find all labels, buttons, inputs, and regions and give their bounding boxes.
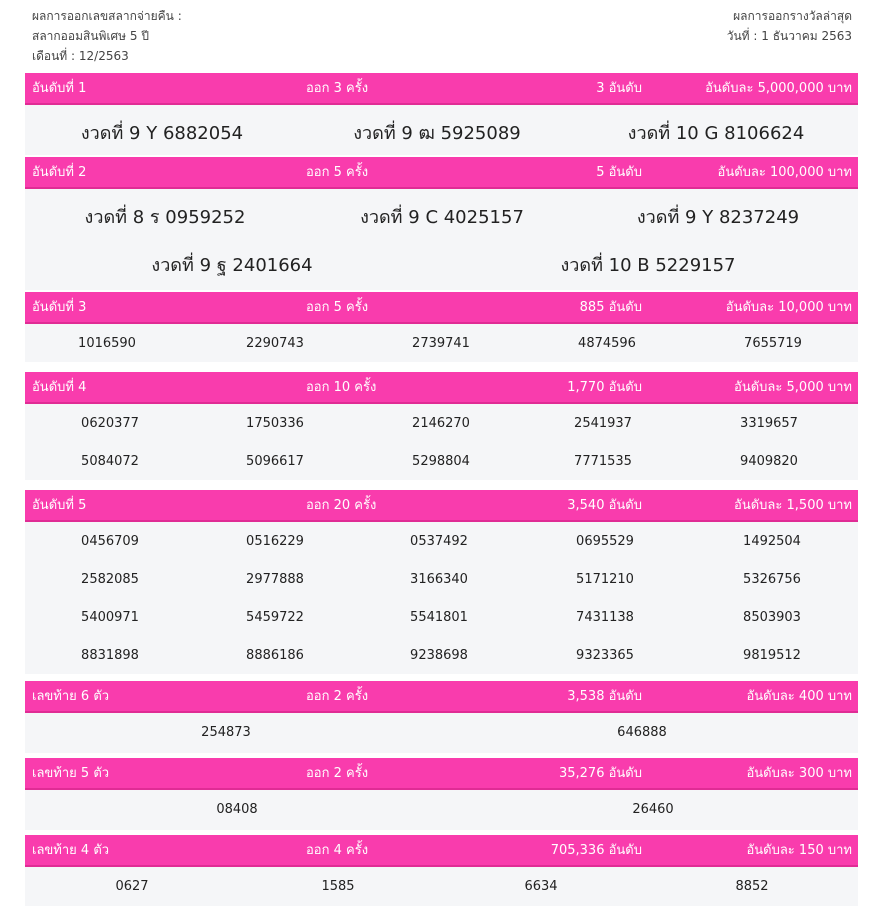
prize-section-3 <box>25 292 858 362</box>
prize-number: งวดที่ 9 Y 8237249 <box>636 207 800 228</box>
prize-count: 3,538 อันดับ <box>567 689 642 704</box>
prize-header <box>25 681 858 713</box>
prize-number: 5084072 <box>81 454 139 469</box>
prize-amount: อันดับละ 5,000,000 บาท <box>705 81 852 96</box>
prize-number: 1750336 <box>246 416 304 431</box>
prize-amount: อันดับละ 400 บาท <box>746 689 852 704</box>
prize-number: 2146270 <box>412 416 470 431</box>
prize-number: 5171210 <box>576 572 634 587</box>
prize-amount: อันดับละ 5,000 บาท <box>734 380 852 395</box>
prize-amount: อันดับละ 10,000 บาท <box>725 300 852 315</box>
lottery-name: สลากออมสินพิเศษ 5 ปี <box>32 29 149 43</box>
prize-header <box>25 490 858 522</box>
prize-name: อันดับที่ 5 <box>32 498 87 513</box>
prize-number: 9323365 <box>576 648 634 663</box>
prize-number: 5400971 <box>81 610 139 625</box>
prize-number: 5096617 <box>246 454 304 469</box>
draw-info <box>32 6 182 66</box>
prize-number: 8503903 <box>743 610 801 625</box>
prize-number: 0516229 <box>246 534 304 549</box>
prize-numbers <box>25 867 858 906</box>
prize-number: งวดที่ 8 ร 0959252 <box>84 207 246 228</box>
prize-number: 9819512 <box>743 648 801 663</box>
prize-section-5 <box>25 490 858 674</box>
page-header <box>0 0 886 72</box>
prize-number: งวดที่ 9 ฒ 5925089 <box>353 123 521 144</box>
prize-number: 2739741 <box>412 336 470 351</box>
latest-result-title: ผลการออกรางวัลล่าสุด <box>733 9 852 23</box>
prize-name: อันดับที่ 4 <box>32 380 87 395</box>
prize-draws: ออก 5 ครั้ง <box>306 300 369 315</box>
prize-name: อันดับที่ 2 <box>32 165 87 180</box>
prize-number: 7431138 <box>576 610 634 625</box>
prize-draws: ออก 20 ครั้ง <box>306 498 377 513</box>
prize-number: 2541937 <box>574 416 632 431</box>
prize-section-2 <box>25 157 858 290</box>
prize-name: อันดับที่ 1 <box>32 81 87 96</box>
prize-number: 5459722 <box>246 610 304 625</box>
prize-number: 7771535 <box>574 454 632 469</box>
prize-number: 0537492 <box>410 534 468 549</box>
prize-numbers <box>25 522 858 674</box>
prize-amount: อันดับละ 1,500 บาท <box>734 498 852 513</box>
prize-number: 6634 <box>524 879 558 894</box>
prize-count: 705,336 อันดับ <box>550 843 642 858</box>
prize-number: งวดที่ 9 Y 6882054 <box>80 123 244 144</box>
prize-draws: ออก 4 ครั้ง <box>306 843 369 858</box>
prize-number: 1492504 <box>743 534 801 549</box>
prize-numbers <box>25 189 858 290</box>
prize-count: 1,770 อันดับ <box>567 380 642 395</box>
prize-amount: อันดับละ 150 บาท <box>746 843 852 858</box>
prize-section-4 <box>25 372 858 480</box>
prize-section-last6 <box>25 681 858 753</box>
prize-name: เลขท้าย 4 ตัว <box>32 843 110 858</box>
prize-amount: อันดับละ 300 บาท <box>746 766 852 781</box>
prize-numbers <box>25 404 858 480</box>
prize-header <box>25 73 858 105</box>
prize-header <box>25 835 858 867</box>
prize-header <box>25 292 858 324</box>
prize-number: 0695529 <box>576 534 634 549</box>
prize-number: งวดที่ 9 ฐ 2401664 <box>151 255 313 276</box>
prize-number: 3319657 <box>740 416 798 431</box>
prize-name: เลขท้าย 6 ตัว <box>32 689 110 704</box>
prize-name: เลขท้าย 5 ตัว <box>32 766 110 781</box>
prize-number: 7655719 <box>744 336 802 351</box>
prize-draws: ออก 10 ครั้ง <box>306 380 377 395</box>
prize-numbers <box>25 790 858 830</box>
prize-count: 885 อันดับ <box>579 300 642 315</box>
prize-number: 646888 <box>617 725 667 740</box>
prize-number: 8831898 <box>81 648 139 663</box>
prize-number: 9409820 <box>740 454 798 469</box>
latest-result-info <box>727 6 852 46</box>
latest-result-date: วันที่ : 1 ธันวาคม 2563 <box>726 29 852 43</box>
prize-number: งวดที่ 9 C 4025157 <box>360 207 524 228</box>
prize-count: 5 อันดับ <box>596 165 642 180</box>
prize-number: 0620377 <box>81 416 139 431</box>
prize-section-last4 <box>25 835 858 906</box>
prize-numbers <box>25 713 858 753</box>
prize-number: 5298804 <box>412 454 470 469</box>
prize-count: 35,276 อันดับ <box>558 766 642 781</box>
prize-number: งวดที่ 10 B 5229157 <box>560 255 736 276</box>
prize-header <box>25 758 858 790</box>
prize-name: อันดับที่ 3 <box>32 300 87 315</box>
prize-number: 3166340 <box>410 572 468 587</box>
prize-draws: ออก 2 ครั้ง <box>306 766 369 781</box>
prize-number: 9238698 <box>410 648 468 663</box>
draw-info-title: ผลการออกเลขสลากจ่ายคืน : <box>32 9 182 23</box>
draw-month: เดือนที่ : 12/2563 <box>32 49 129 63</box>
prize-number: 5541801 <box>410 610 468 625</box>
prize-number: 1585 <box>321 879 355 894</box>
prize-draws: ออก 2 ครั้ง <box>306 689 369 704</box>
prize-number: 5326756 <box>743 572 801 587</box>
prize-number: 1016590 <box>78 336 136 351</box>
prize-number: 2290743 <box>246 336 304 351</box>
prize-section-1 <box>25 73 858 155</box>
prize-count: 3,540 อันดับ <box>567 498 642 513</box>
prize-count: 3 อันดับ <box>596 81 642 96</box>
prize-draws: ออก 3 ครั้ง <box>306 81 369 96</box>
prize-number: 4874596 <box>578 336 636 351</box>
prize-number: 8886186 <box>246 648 304 663</box>
prize-amount: อันดับละ 100,000 บาท <box>717 165 852 180</box>
prize-number: 2977888 <box>246 572 304 587</box>
prize-number: 0627 <box>115 879 149 894</box>
prize-number: 08408 <box>216 802 258 817</box>
prize-header <box>25 157 858 189</box>
prize-number: 8852 <box>735 879 769 894</box>
prize-number: งวดที่ 10 G 8106624 <box>627 123 805 144</box>
prize-number: 254873 <box>201 725 251 740</box>
prize-number: 2582085 <box>81 572 139 587</box>
prize-draws: ออก 5 ครั้ง <box>306 165 369 180</box>
prize-number: 0456709 <box>81 534 139 549</box>
prize-section-last5 <box>25 758 858 830</box>
prize-numbers <box>25 105 858 155</box>
prize-numbers <box>25 324 858 362</box>
prize-number: 26460 <box>632 802 674 817</box>
prize-header <box>25 372 858 404</box>
